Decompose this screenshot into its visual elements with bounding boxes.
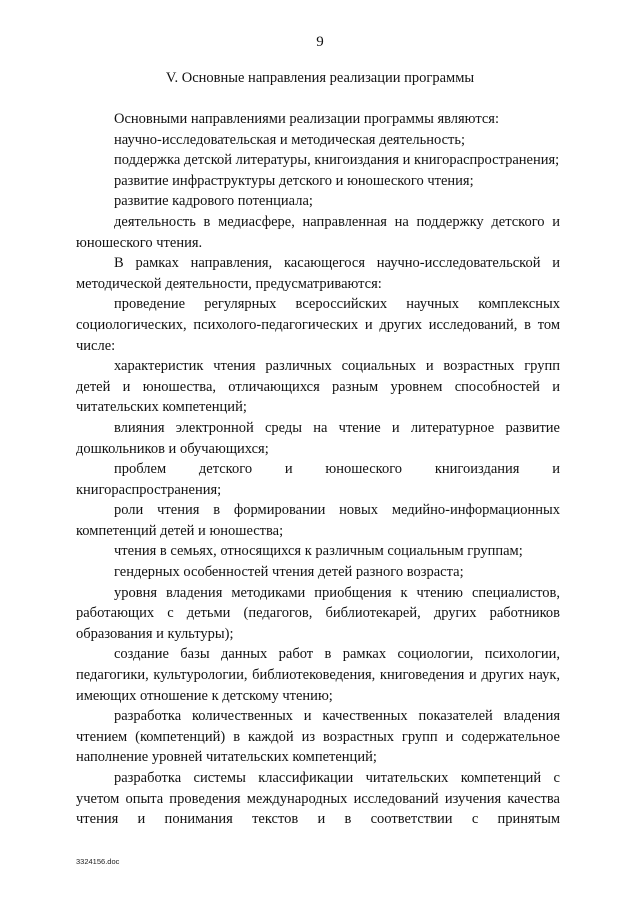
list-item: проблем детского и юношеского книгоиздания и книгораспространения; <box>76 461 560 498</box>
list-item: развитие кадрового потенциала; <box>114 193 313 210</box>
list-item: разработка системы классификации читательских компетенций с учетом опыта проведения международных исследований изучения качества чтения и понимания текстов и в соответствии с принятым <box>76 770 560 828</box>
list-item: характеристик чтения различных социальных и возрастных групп детей и юношества, отличающихся разным уровнем способностей и читательских компетенций; <box>76 358 560 416</box>
list-item: роли чтения в формировании новых медийно-информационных компетенций детей и юношества; <box>76 502 560 539</box>
footer-filename: 3324156.doc <box>76 857 120 866</box>
section-heading: V. Основные направления реализации программы <box>165 70 475 86</box>
list-item: развитие инфраструктуры детского и юношеского чтения; <box>114 172 474 189</box>
list-item: разработка количественных и качественных показателей владения чтением (компетенций) в каждой из возрастных групп и содержательное наполнение уровней читательских компетенций; <box>76 708 560 766</box>
list-item: деятельность в медиасфере, направленная на поддержку детского и юношеского чтения. <box>76 213 560 251</box>
list-item: влияния электронной среды на чтение и литературное развитие дошкольников и обучающихся; <box>76 419 560 457</box>
paragraph-intro: Основными направлениями реализации программы являются: <box>114 111 499 127</box>
list-item: уровня владения методиками приобщения к чтению специалистов, работающих с детьми (педагогов, библиотекарей, других работников образования и культуры); <box>76 584 560 642</box>
list-item: чтения в семьях, относящихся к различным социальным группам; <box>114 543 523 560</box>
list-item: гендерных особенностей чтения детей разного возраста; <box>114 564 464 581</box>
document-body <box>76 109 560 830</box>
list-item: создание базы данных работ в рамках социологии, психологии, педагогики, культурологии, библиотековедения, книговедения и других наук, имеющих отношение к детскому чтению; <box>76 646 560 704</box>
paragraph: В рамках направления, касающегося научно-исследовательской и методической деятельности, предусматриваются: <box>76 255 560 292</box>
list-item: проведение регулярных всероссийских научных комплексных социологических, психолого-педагогических и других исследований, в том числе: <box>76 296 560 354</box>
page-number: 9 <box>316 34 324 50</box>
list-item: научно-исследовательская и методическая деятельность; <box>114 131 465 148</box>
list-item: поддержка детской литературы, книгоиздания и книгораспространения; <box>114 152 560 169</box>
